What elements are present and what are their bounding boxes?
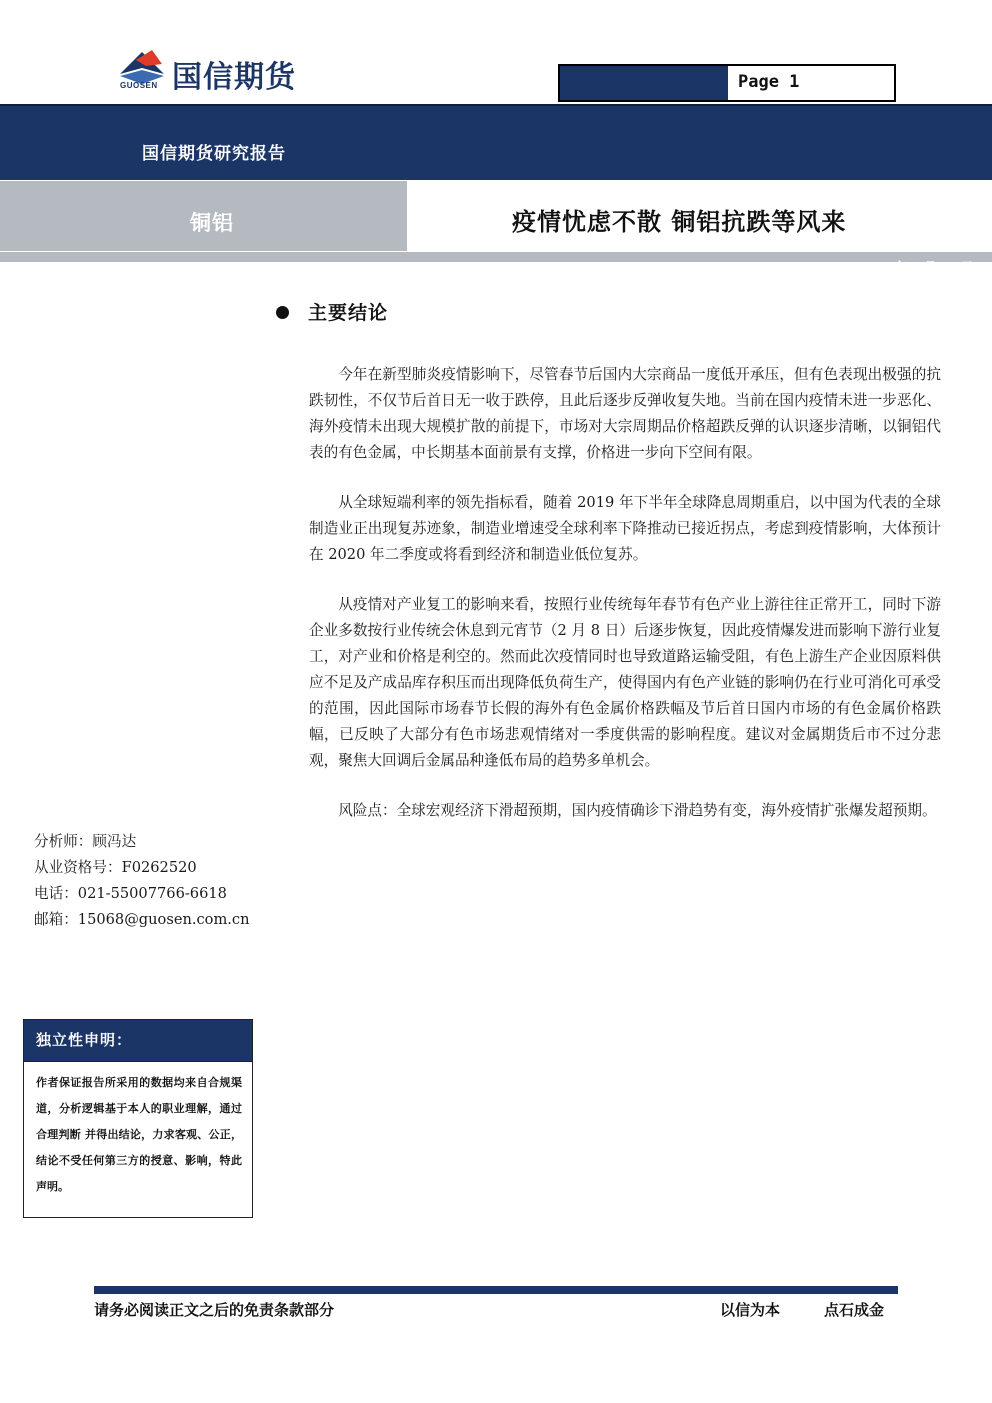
paragraph: 风险点：全球宏观经济下滑超预期，国内疫情确诊下滑趋势有变，海外疫情扩张爆发超预期。 xyxy=(338,802,937,819)
analyst-info xyxy=(34,829,250,933)
independence-declaration xyxy=(23,1019,253,1218)
date-strip xyxy=(0,252,992,262)
declaration-title: 独立性申明： xyxy=(36,1031,133,1049)
footer-bar xyxy=(94,1286,898,1294)
section-heading: 主要结论 xyxy=(308,302,389,324)
footer-slogan-1: 以信为本 xyxy=(720,1301,781,1319)
logo-name-cn: 国信期货 xyxy=(172,60,296,95)
report-date: 2020 年 2 月 23 日 xyxy=(858,260,974,274)
analyst-phone: 电话：021-55007766-6618 xyxy=(34,885,227,902)
page-number-box xyxy=(558,64,896,102)
company-logo xyxy=(116,50,356,94)
analyst-email: 邮箱：15068@guosen.com.cn xyxy=(34,911,250,928)
page-number: Page 1 xyxy=(738,72,800,92)
page-box-fill xyxy=(560,66,728,100)
declaration-text: 作者保证报告所采用的数据均来自合规渠道，分析逻辑基于本人的职业理解，通过合理判断 并得出结论，力求客观、公正，结论不受任何第三方的授意、影响，特此声明。 xyxy=(36,1076,242,1193)
report-type: 国信期货研究报告 xyxy=(142,144,286,164)
report-title: 疫情忧虑不散 铜铝抗跌等风来 xyxy=(512,207,847,236)
logo-name-en: GUOSEN xyxy=(120,81,158,90)
footer-disclaimer: 请务必阅读正文之后的免责条款部分 xyxy=(94,1301,335,1319)
paragraph: 从疫情对产业复工的影响来看，按照行业传统每年春节有色产业上游往往正常开工，同时下游企业多数按行业传统会休息到元宵节（2 月 8 日）后逐步恢复，因此疫情爆发进而影响下游行业复工，对产业和价格是利空的。然而此次疫情同时也导致道路运输受阻，有色上游生产企业因原料供应不足及产成品库存积压而出现降低负荷生产，使得国内有色产业链的影响仍在行业可消化可承受的范围，因此国际市场春节长假的海外有色金属价格跌幅及节后首日国内市场的有色金属价格跌幅，已反映了大部分有色市场悲观情绪对一季度供需的影响程度。建议对金属期货后市不过分悲观，聚焦大回调后金属品种逢低布局的趋势多单机会。 xyxy=(309,596,941,769)
category-label: 铜铝 xyxy=(190,211,234,235)
analyst-license: 从业资格号：F0262520 xyxy=(34,859,197,876)
paragraph: 从全球短端利率的领先指标看，随着 2019 年下半年全球降息周期重启，以中国为代表的全球制造业正出现复苏迹象，制造业增速受全球利率下降推动已接近拐点，考虑到疫情影响，大体预计在 2020 年二季度或将看到经济和制造业低位复苏。 xyxy=(309,494,941,563)
paragraph: 今年在新型肺炎疫情影响下，尽管春节后国内大宗商品一度低开承压，但有色表现出极强的抗跌韧性，不仅节后首日无一收于跌停，且此后逐步反弹收复失地。当前在国内疫情未进一步恶化、海外疫情未出现大规模扩散的前提下，市场对大宗周期品价格超跌反弹的认识逐步清晰，以铜铝代表的有色金属，中长期基本面前景有支撑，价格进一步向下空间有限。 xyxy=(309,366,941,461)
footer-slogan-2: 点石成金 xyxy=(824,1301,885,1319)
bullet-icon xyxy=(276,306,289,319)
main-conclusions xyxy=(309,362,941,848)
analyst-name: 分析师：顾冯达 xyxy=(34,833,137,850)
declaration-header xyxy=(24,1020,252,1062)
